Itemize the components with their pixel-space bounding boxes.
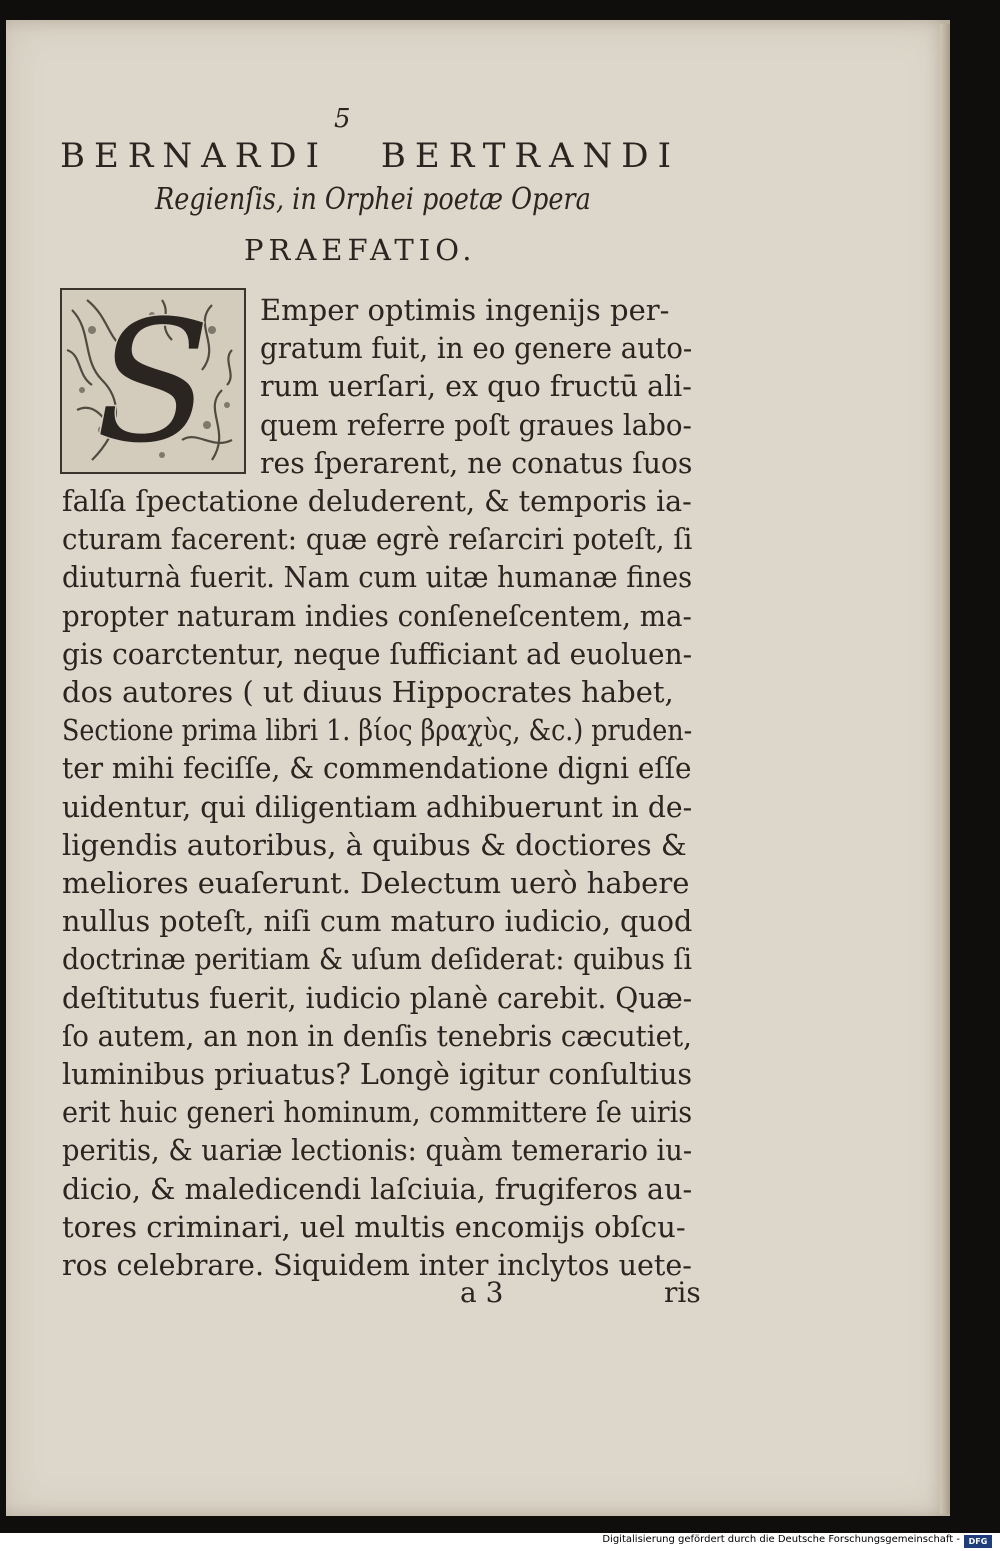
text-line: deſtitutus fuerit, iudicio planè carebit. Quæ- (62, 980, 693, 1015)
text-line: erit huic generi hominum, committere ſe uiris (62, 1095, 693, 1130)
initial-letter: S (95, 290, 211, 472)
page-number: 5 (334, 104, 351, 134)
footer-credit: Digitalisierung gefördert durch die Deutsche Forschungsgemeinschaft - (602, 1534, 960, 1545)
text-line: tores criminari, uel multis encomijs obſcu- (62, 1209, 686, 1244)
text-line: dicio, & maledicendi laſciuia, frugiferos au- (62, 1171, 693, 1206)
text-line: gis coarctentur, neque ſufficiant ad euoluen- (62, 636, 693, 671)
text-line: cturam facerent: quæ egrè reſarciri poteſt, ſi (62, 522, 693, 557)
text-line: rum uerſari, ex quo fructū ali- (260, 369, 692, 404)
text-line: falſa ſpectatione deluderent, & temporis ia- (62, 484, 692, 518)
text-line: peritis, & uariæ lectionis: quàm temerario iu- (62, 1133, 693, 1168)
signature-mark: a 3 (460, 1276, 504, 1309)
ornament-icon (62, 290, 244, 472)
text-line: doctrinæ peritiam & uſum deſiderat: quibus ſi (62, 942, 692, 977)
author-first-name: BERNARDI (60, 136, 328, 176)
text-line: ter mihi feciſſe, & commendatione digni eſſe (62, 751, 692, 786)
text-line: nullus poteſt, niſi cum maturo iudicio, quod (62, 904, 693, 939)
page-edge (940, 24, 950, 1514)
text-line: gratum fuit, in eo genere auto- (260, 331, 693, 366)
text-line: quem referre poſt graues labo- (260, 407, 692, 442)
catchword: ris (664, 1276, 701, 1309)
text-line: uidentur, qui diligentiam adhibuerunt in de- (62, 789, 693, 824)
decorated-initial-s (60, 288, 246, 474)
work-subtitle: Regienſis, in Orphei poetæ Opera (155, 182, 591, 217)
text-line: propter naturam indies conſeneſcentem, ma- (62, 598, 692, 633)
text-line: ſo autem, an non in denſis tenebris cæcutiet, (62, 1018, 692, 1053)
text-line: dos autores ( ut diuus Hippocrates habet, (62, 675, 674, 709)
text-line: meliores euaſerunt. Delectum uerò habere (62, 866, 690, 900)
text-line: Sectione prima libri 1. βίος βραχὺς, &c.) pruden- (62, 713, 693, 748)
text-line: res ſperarent, ne conatus ſuos (260, 445, 693, 480)
section-title: PRAEFATIO. (244, 233, 477, 267)
text-line: Emper optimis ingenijs per- (260, 293, 670, 327)
author-last-name: BERTRANDI (380, 136, 680, 176)
dfg-logo: DFG (964, 1535, 992, 1548)
text-line: diuturnà fuerit. Nam cum uitæ humanæ fines (62, 560, 693, 595)
text-line: luminibus priuatus? Longè igitur conſultius (62, 1057, 693, 1091)
text-line: ros celebrare. Siquidem inter inclytos uete- (62, 1248, 692, 1282)
text-line: ligendis autoribus, à quibus & doctiores & (62, 827, 687, 862)
author-heading (60, 136, 680, 176)
